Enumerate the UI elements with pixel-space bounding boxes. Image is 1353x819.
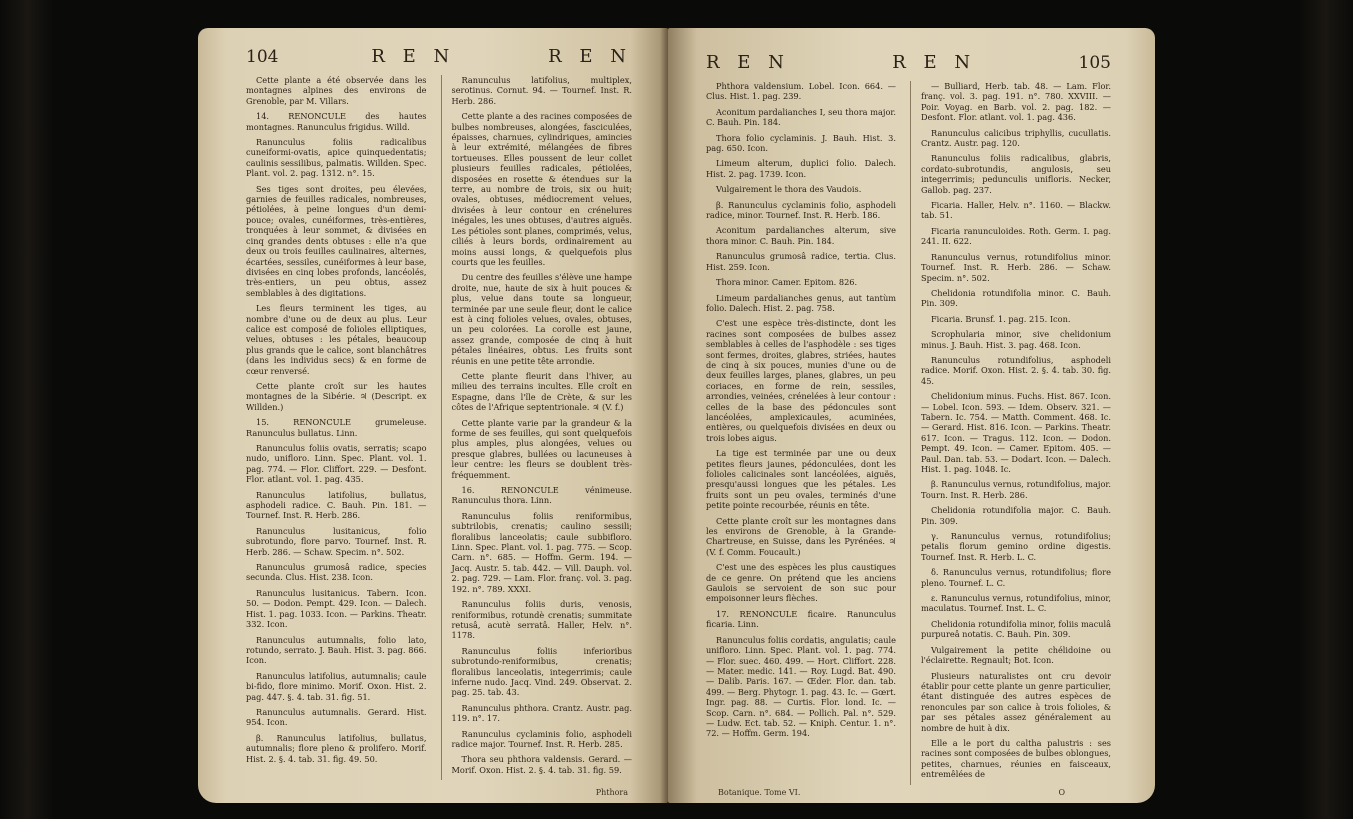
paragraph: Cette plante croît sur les montagnes dans les environs de Grenoble, à la Grande-Chartreuse, en Suisse, dans les Pyrénées. ♃ (V. f. Comm. Foucault.) bbox=[706, 515, 896, 557]
right-header-word: R E N bbox=[706, 52, 790, 73]
paragraph: C'est une des espèces les plus caustiques de ce genre. On prétend que les anciens Gaulois se servoient de son suc pour empoisonner leurs flèches. bbox=[706, 562, 896, 604]
paragraph: Ranunculus foliis radicalibus cuneiformi-ovatis, apice quinquedentatis; caulinis sessilibus, palmatis. Willden. Spec. Plant. vol. 2. pag. 1312. n°. 15. bbox=[246, 137, 427, 179]
paragraph: Plusieurs naturalistes ont cru devoir établir pour cette plante un genre particulier, étant distinguée des autres espèces de renoncules par son calice à trois folioles, & par ses pétales assez généralement au nombre de huit à dix. bbox=[921, 670, 1111, 733]
paragraph: 15. RENONCULE grumeleuse. Ranunculus bullatus. Linn. bbox=[246, 417, 427, 438]
paragraph: Ranunculus foliis radicalibus, glabris, cordato-subrotundis, angulosis, seu integerrimis; pedunculis unifloris. Necker, Gallob. pag. 237. bbox=[921, 153, 1111, 195]
paragraph: Ranunculus foliis reniformibus, subtrilobis, crenatis; caulino sessili; floralibus lanceolatis; caule subbifloro. Linn. Spec. Plant. vol. 1. pag. 775. — Scop. Carn. n°. 685. — Hoffm. Germ. 194. — Jacq. Austr. 5. tab. 442. — Vill. Dauph. vol. 2. pag. 729. — Lam. Flor. franç. vol. 3. pag. 192. n°. 789. XXXI. bbox=[451, 510, 632, 594]
paragraph: Ranunculus foliis cordatis, angulatis; caule unifloro. Linn. Spec. Plant. vol. 1. pag. 774. — Flor. suec. 460. 499. — Hort. Cliffort. 228. — Mater. medic. 141. — Roy. Lugd. Bat. 490. — Dalib. Paris. 167. — Œder. Flor. dan. tab. 499. — Berg. Phytogr. 1. pag. 43. Ic. — Gœrt. Ingr. pag. 88. — Curtis. Flor. lond. Ic. — Scop. Carn. n°. 684. — Pollich. Pal. n°. 529. — Ludw. Ect. tab. 52. — Kniph. Centur. 1. n°. 72. — Hoffm. Germ. 194. bbox=[706, 634, 896, 739]
paragraph: γ. Ranunculus vernus, rotundifolius; petalis florum gemino ordine digestis. Tournef. Inst. R. Herb. L. C. bbox=[921, 531, 1111, 562]
paragraph: Ranunculus lusitanicus. Tabern. Icon. 50. — Dodon. Pempt. 429. Icon. — Dalech. Hist. 1. pag. 1033. Icon. — Parkins. Theatr. 332. Icon. bbox=[246, 587, 427, 630]
paragraph: Chelidonia rotundifolia minor, foliis maculâ purpureâ notatis. C. Bauh. Pin. 309. bbox=[921, 618, 1111, 640]
paragraph: Chelidonia rotundifolia major. C. Bauh. Pin. 309. bbox=[921, 505, 1111, 526]
paragraph: ε. Ranunculus vernus, rotundifolius, minor, maculatus. Tournef. Inst. L. C. bbox=[921, 593, 1111, 614]
paragraph: Ses tiges sont droites, peu élevées, garnies de feuilles radicales, nombreuses, pétiolées, à peine longues d'un demi-pouce; ovales, cunéiformes, très-entières, tronquées à leur sommet, & divisées en cinq grandes dents obtuses : elle n'a que deux ou trois feuilles caulinaires, alternes, écartées, sessiles, cunéiformes à leur base, divisées en cinq lobes profonds, lancéolés, très-entiers, un peu obtus, assez semblables à des digitations. bbox=[246, 183, 427, 298]
left-columns bbox=[246, 75, 632, 780]
paragraph: Ranunculus latifolius, autumnalis; caule bi-fido, flore minimo. Morif. Oxon. Hist. 2. pag. 447. §. 4. tab. 31. fig. 51. bbox=[246, 670, 427, 702]
paragraph: C'est une espèce très-distincte, dont les racines sont composées de bulbes assez semblables à celles de l'asphodèle : ses tiges sont fermes, droites, glabres, striées, hautes de cinq à six pouces, munies d'une ou de deux feuilles larges, planes, glabres, un peu coriaces, en forme de rein, sessiles, arrondies, veinées, crénelées à leur contour : celles de la base des pédoncules sont lancéolées, amplexicaules, acuminées, entières, ou quelquefois divisées en deux ou trois lobes aigus. bbox=[706, 318, 896, 443]
paragraph: Vulgairement la petite chélidoine ou l'éclairette. Regnault; Bot. Icon. bbox=[921, 644, 1111, 666]
paragraph: Ranunculus cyclaminis folio, asphodeli radice major. Tournef. Inst. R. Herb. 285. bbox=[451, 728, 632, 749]
paragraph: — Bulliard, Herb. tab. 48. — Lam. Flor. franç. vol. 3. pag. 191. n°. 780. XXVIII. — Poir. Voyag. en Barb. vol. 2. pag. 182. — Desfont. Flor. atlant. vol. 1. pag. 436. bbox=[921, 81, 1111, 123]
paragraph: Du centre des feuilles s'élève une hampe droite, nue, haute de six à huit pouces & plus, velue dans toute sa longueur, terminée par une seule fleur, dont le calice est à cinq folioles velues, ovales, obtuses, un peu colorées. La corolle est jaune, assez grande, composée de cinq à huit pétales linéaires, obtus. Les fruits sont réunis en une petite tête arrondie. bbox=[451, 272, 632, 366]
paragraph: Cette plante a des racines composées de bulbes nombreuses, alongées, fasciculées, épaisses, charnues, cylindriques, amincies à leur extrémité, mélangées de fibres tortueuses. Elles poussent de leur collet plusieurs feuilles radicales, pétiolées, disposées en rosette & étendues sur la terre, au nombre de trois, six ou huit; ovales, obtuses, médiocrement velues, divisées à leur contour en crénelures inégales, les unes obtuses, d'autres aiguës. Les pétioles sont planes, comprimés, velus, ciliés à leurs bords, ordinairement au moins aussi longs, & quelquefois plus courts que les feuilles. bbox=[451, 111, 632, 267]
paragraph: Ranunculus grumosâ radice, species secunda. Clus. Hist. 238. Icon. bbox=[246, 562, 427, 583]
paragraph: Cette plante fleurit dans l'hiver, au milieu des terrains incultes. Elle croît en Espagne, dans l'île de Crète, & sur les côtes de l'Afrique septentrionale. ♃ (V. f.) bbox=[451, 370, 632, 413]
paragraph: Limeum pardalianches genus, aut tantùm folio. Dalech. Hist. 2. pag. 758. bbox=[706, 292, 896, 313]
paragraph: Ranunculus autumnalis, folio lato, rotundo, serrato. J. Bauh. Hist. 3. pag. 866. Icon. bbox=[246, 634, 427, 666]
paragraph: Cette plante a été observée dans les montagnes alpines des environs de Grenoble, par M. Villars. bbox=[246, 75, 427, 106]
right-page-number: 105 bbox=[1078, 53, 1111, 73]
left-column-2 bbox=[441, 75, 633, 780]
paragraph: Vulgairement le thora des Vaudois. bbox=[716, 184, 862, 195]
paragraph: Ranunculus latifolius, bullatus, asphodeli radice. C. Bauh. Pin. 181. — Tournef. Inst. R. Herb. 286. bbox=[246, 489, 427, 521]
paragraph: Ranunculus lusitanicus, folio subrotundo, flore parvo. Tournef. Inst. R. Herb. 286. — Schaw. Specim. n°. 502. bbox=[246, 525, 427, 557]
right-page bbox=[668, 28, 1155, 803]
paragraph: Thora seu phthora valdensis. Gerard. — Morif. Oxon. Hist. 2. §. 4. tab. 31. fig. 59. bbox=[451, 754, 632, 775]
paragraph: β. Ranunculus vernus, rotundifolius, major. Tourn. Inst. R. Herb. 286. bbox=[921, 479, 1111, 500]
right-header-word-right: R E N bbox=[892, 52, 977, 73]
signature-mark: O bbox=[1058, 788, 1065, 797]
left-column-1 bbox=[246, 75, 427, 780]
left-header-word-right: R E N bbox=[548, 46, 632, 67]
paragraph: Ranunculus phthora. Crantz. Austr. pag. 119. n°. 17. bbox=[451, 702, 632, 724]
paragraph: Ranunculus vernus, rotundifolius minor. Tournef. Inst. R. Herb. 286. — Schaw. Specim. n°. 502. bbox=[921, 251, 1111, 283]
paragraph: Ranunculus foliis inferioribus subrotundo-reniformibus, crenatis; floralibus lanceolatis, integerrimis; caule inferne nudo. Jacq. Vind. 249. Observat. 2. pag. 25. tab. 43. bbox=[451, 645, 632, 698]
paragraph: Thora minor. Camer. Epitom. 826. bbox=[716, 277, 858, 288]
paragraph: Ranunculus autumnalis. Gerard. Hist. 954. Icon. bbox=[246, 706, 427, 728]
paragraph: β. Ranunculus cyclaminis folio, asphodeli radice, minor. Tournef. Inst. R. Herb. 186. bbox=[706, 199, 896, 221]
right-column-1 bbox=[706, 81, 896, 785]
paragraph: Ranunculus rotundifolius, asphodeli radice. Morif. Oxon. Hist. 2. §. 4. tab. 30. fig. 45. bbox=[921, 354, 1111, 386]
paragraph: Chelidonia rotundifolia minor. C. Bauh. Pin. 309. bbox=[921, 287, 1111, 309]
paragraph: Chelidonium minus. Fuchs. Hist. 867. Icon. — Lobel. Icon. 593. — Idem. Observ. 321. — Tabern. Ic. 754. — Matth. Comment. 468. Ic. — Gerard. Hist. 816. Icon. — Parkins. Theatr. 617. Icon. — Tragus. 112. Icon. — Dodon. Pempt. 49. Icon. — Camer. Epitom. 405. — Paul. Dan. tab. 53. — Dodart. Icon. — Dalech. Hist. 1. pag. 1048. Ic. bbox=[921, 391, 1111, 474]
paragraph: Les fleurs terminent les tiges, au nombre d'une ou de deux au plus. Leur calice est composé de folioles elliptiques, velues, obtuses : les pétales, beaucoup plus grands que le calice, sont blanchâtres (dans les individus secs) & en forme de cœur renversé. bbox=[246, 303, 427, 376]
left-header-word: R E N bbox=[371, 46, 456, 67]
paragraph: Phthora valdensium. Lobel. Icon. 664. — Clus. Hist. 1. pag. 239. bbox=[706, 81, 896, 102]
left-page-number: 104 bbox=[246, 47, 279, 67]
paragraph: 16. RENONCULE vénimeuse. Ranunculus thora. Linn. bbox=[451, 485, 632, 506]
paragraph: Cette plante croît sur les hautes montagnes de la Sibérie. ♃ (Descript. ex Willden.) bbox=[246, 380, 427, 412]
volume-footer: Botanique. Tome VI. bbox=[718, 788, 801, 797]
paragraph: Aconitum pardalianches I, seu thora major. C. Bauh. Pin. 184. bbox=[706, 106, 896, 128]
paragraph: 17. RENONCULE ficaire. Ranunculus ficaria. Linn. bbox=[706, 608, 896, 630]
catchword: Phthora bbox=[595, 788, 628, 797]
paragraph: 14. RENONCULE des hautes montagnes. Ranunculus frigidus. Willd. bbox=[246, 111, 427, 132]
right-running-head bbox=[706, 52, 1111, 73]
paragraph: Elle a le port du caltha palustris : ses racines sont composées de bulbes oblongues, petites, charnues, réunies en faisceaux, entremêlées de bbox=[921, 737, 1111, 780]
paragraph: Ranunculus grumosâ radice, tertia. Clus. Hist. 259. Icon. bbox=[706, 251, 896, 272]
paragraph: β. Ranunculus latifolius, bullatus, autumnalis; flore pleno & prolifero. Morif. Hist. 2. §. 4. tab. 31. fig. 49. 50. bbox=[246, 732, 427, 764]
paragraph: Thora folio cyclaminis. J. Bauh. Hist. 3. pag. 650. Icon. bbox=[706, 132, 896, 154]
paragraph: Ficaria. Brunsf. 1. pag. 215. Icon. bbox=[931, 313, 1071, 324]
paragraph: Scrophularia minor, sive chelidonium minus. J. Bauh. Hist. 3. pag. 468. Icon. bbox=[921, 329, 1111, 350]
right-column-2 bbox=[910, 81, 1111, 785]
paragraph: Ficaria. Haller, Helv. n°. 1160. — Blackw. tab. 51. bbox=[921, 200, 1111, 221]
paragraph: Cette plante varie par la grandeur & la forme de ses feuilles, qui sont quelquefois plus amples, plus alongées, velues ou presque glabres, bullées ou lacuneuses à leur centre: les fleurs se doublent très-fréquemment. bbox=[451, 417, 632, 480]
left-running-head bbox=[246, 46, 632, 67]
right-columns bbox=[706, 81, 1111, 785]
paragraph: Aconitum pardalianches alterum, sive thora minor. C. Bauh. Pin. 184. bbox=[706, 225, 896, 246]
paragraph: Ranunculus foliis duris, venosis, reniformibus, rotundè crenatis; summitate retusâ, acutè serratâ. Haller, Helv. n°. 1178. bbox=[451, 599, 632, 641]
paragraph: Limeum alterum, duplici folio. Dalech. Hist. 2. pag. 1739. Icon. bbox=[706, 158, 896, 179]
paragraph: Ranunculus calicibus triphyllis, cucullatis. Crantz. Austr. pag. 120. bbox=[921, 127, 1111, 149]
left-page bbox=[198, 28, 668, 803]
paragraph: Ranunculus foliis ovatis, serratis; scapo nudo, unifloro. Linn. Spec. Plant. vol. 1. pag. 774. — Flor. Cliffort. 229. — Desfont. Flor. atlant. vol. 1. pag. 435. bbox=[246, 443, 427, 485]
paragraph: δ. Ranunculus vernus, rotundifolius; flore pleno. Tournef. L. C. bbox=[921, 567, 1111, 588]
paragraph: Ranunculus latifolius, multiplex, serotinus. Cornut. 94. — Tournef. Inst. R. Herb. 286. bbox=[451, 75, 632, 106]
paragraph: La tige est terminée par une ou deux petites fleurs jaunes, pédonculées, dont les folioles calicinales sont lancéolées, aiguës, presqu'aussi longues que les pétales. Les fruits sont un peu ovales, terminés d'une petite pointe recourbée, réunis en tête. bbox=[706, 448, 896, 511]
paragraph: Ficaria ranunculoides. Roth. Germ. I. pag. 241. II. 622. bbox=[921, 225, 1111, 247]
